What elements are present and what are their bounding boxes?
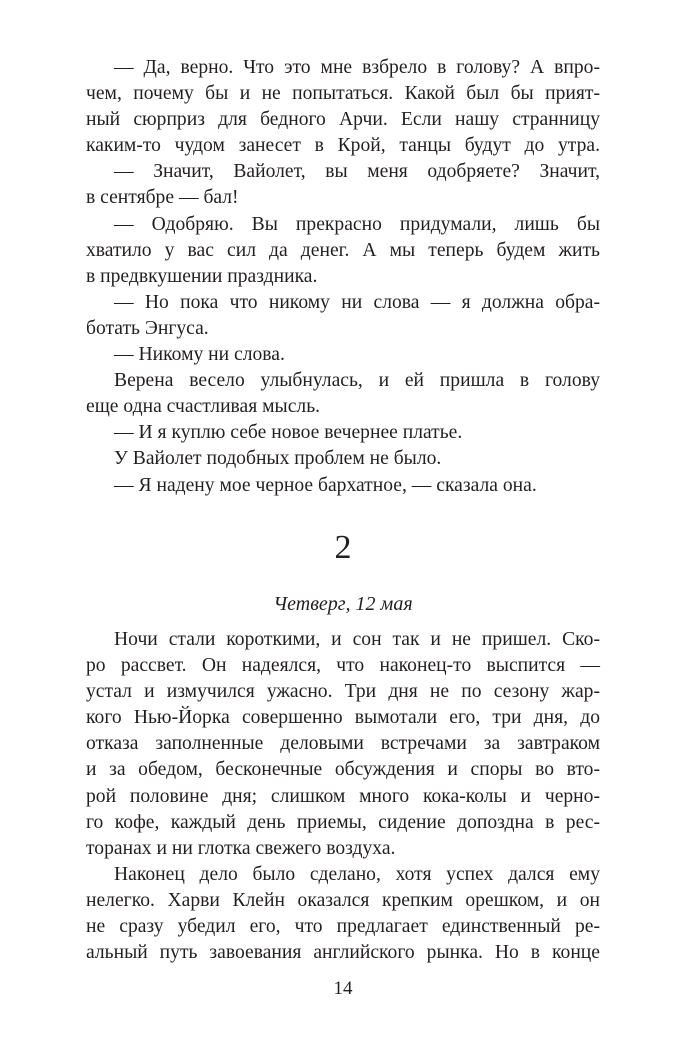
text-line: У Вайолет подобных проблем не было.: [114, 448, 442, 470]
text-line: — И я куплю себе новое вечернее платье.: [114, 422, 463, 444]
dialogue-section: [86, 55, 600, 499]
text-line: кого Нью-Йорка совершенно вымотали его, три дня, до: [86, 707, 600, 729]
text-line: хватило у вас сил да денег. А мы теперь будем жить: [86, 239, 600, 261]
text-line: рой половине дня; слишком много кока-колы и черно-: [86, 785, 600, 807]
text-line: чем, почему бы и не попытаться. Какой был бы прият-: [86, 83, 600, 105]
text-line: не сразу убедил его, что предлагает единственный ре-: [86, 916, 600, 938]
page-number: 14: [333, 978, 353, 999]
narrative-section: [86, 627, 600, 966]
text-line: — Да, верно. Что это мне взбрело в голову? А впро-: [114, 57, 600, 78]
text-line: и за обедом, бесконечные обсуждения и споры во вто-: [86, 759, 600, 781]
text-line: в сентябре — бал!: [86, 187, 239, 209]
text-line: го кофе, каждый день приемы, сидение допоздна в рес-: [86, 811, 600, 833]
text-line: — Никому ни слова.: [114, 344, 285, 366]
chapter-date: Четверг, 12 мая: [273, 593, 413, 615]
chapter-number: 2: [334, 529, 352, 566]
text-line: — Я надену мое черное бархатное, — сказала она.: [114, 474, 537, 496]
text-line: каким-то чудом занесет в Крой, танцы будут до утра.: [86, 135, 600, 157]
text-line: еще одна счастливая мысль.: [86, 396, 321, 418]
text-line: ботать Энгуса.: [86, 317, 209, 339]
text-line: — Но пока что никому ни слова — я должна обра-: [114, 291, 600, 313]
book-page: [86, 0, 600, 1063]
text-line: торанах и ни глотка свежего воздуха.: [86, 837, 396, 859]
text-line: в предвкушении праздника.: [86, 265, 318, 287]
text-line: нелегко. Харви Клейн оказался крепким орешком, и он: [86, 889, 600, 911]
text-line: — Значит, Вайолет, вы меня одобряете? Значит,: [114, 161, 600, 183]
text-line: устал и измучился ужасно. Три дня не по сезону жар-: [86, 681, 600, 703]
text-line: ный сюрприз для бедного Арчи. Если нашу странницу: [86, 109, 600, 131]
text-line: Ночи стали короткими, и сон так и не пришел. Ско-: [114, 629, 600, 650]
text-line: ро рассвет. Он надеялся, что наконец-то выспится —: [86, 655, 600, 677]
text-line: — Одобряю. Вы прекрасно придумали, лишь бы: [114, 213, 600, 235]
text-line: отказа заполненные деловыми встречами за завтраком: [86, 733, 600, 755]
text-line: альный путь завоевания английского рынка. Но в конце: [86, 942, 600, 964]
text-line: Наконец дело было сделано, хотя успех дался ему: [114, 863, 600, 885]
text-line: Верена весело улыбнулась, и ей пришла в голову: [114, 370, 600, 392]
